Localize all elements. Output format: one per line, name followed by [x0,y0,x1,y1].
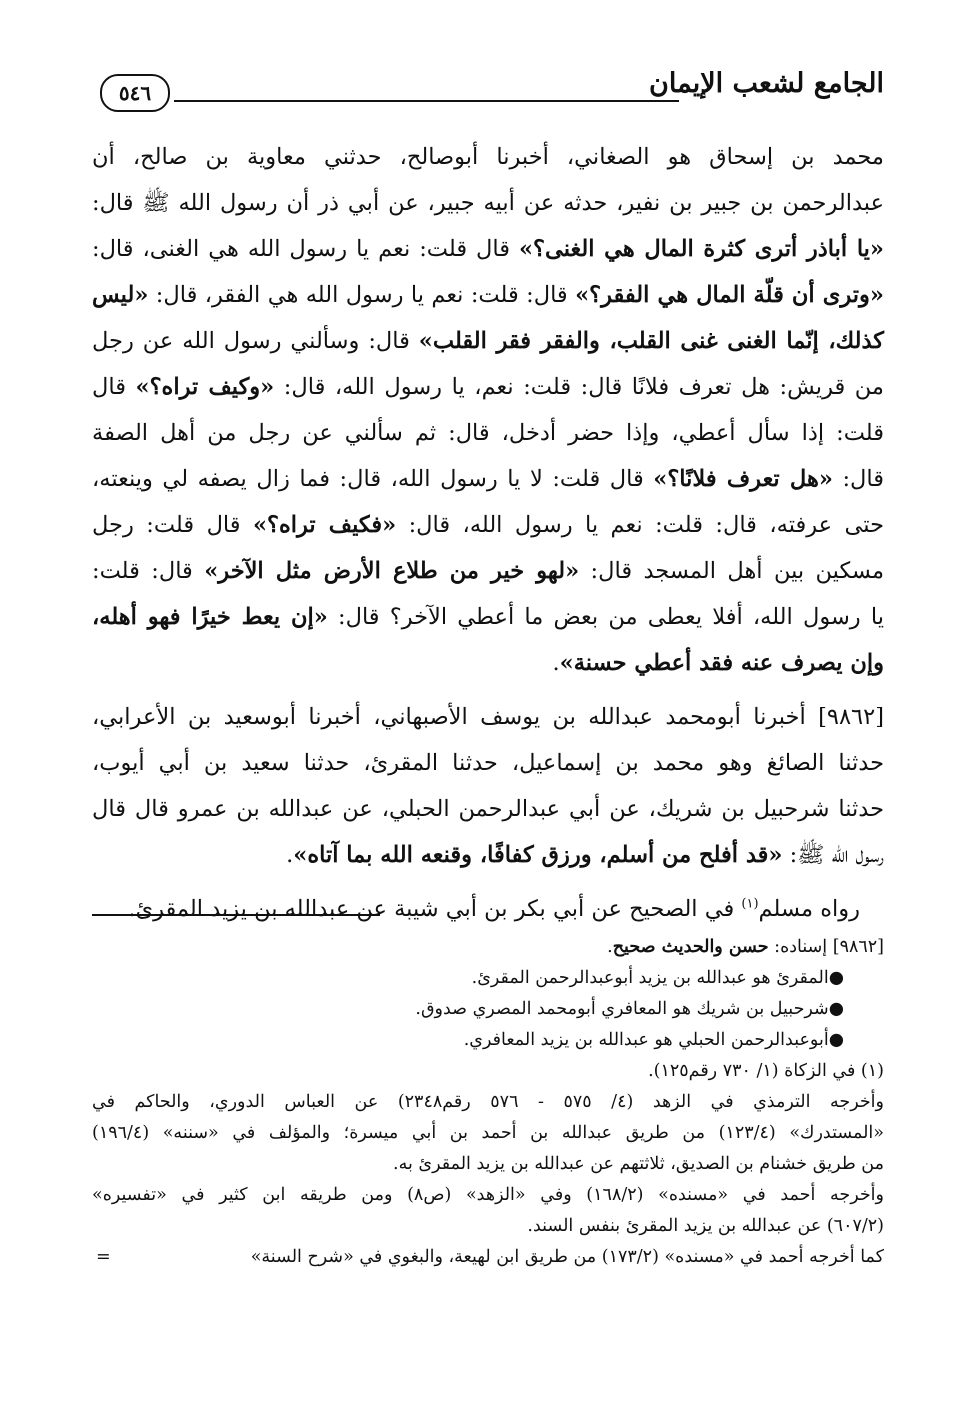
footnote-line: «المستدرك» (١٢٣/٤) من طريق عبدالله بن أحمد بن أبي ميسرة؛ والمؤلف في «سننه» (١٩٦/٤) [92,1123,884,1143]
hadith-quote: وإن يصرف عنه فقد أعطي حسنة» [559,650,884,676]
footnote-marker[interactable]: (١) [741,896,759,912]
text-run: كما أخرجه أحمد في «مسنده» (١٧٣/٢) من طريق ابن لهيعة، والبغوي في «شرح السنة» [250,1247,884,1267]
hadith-quote: «وترى أن قلّة المال هي الفقر؟» [575,282,884,308]
footnote-bullet [92,994,884,1025]
text-line [92,832,884,878]
hadith-quote: «قد أفلح من أسلم، ورزق كفافًا، وقنعه الله بما آتاه» [293,842,783,868]
hadith-quote: «ليس [92,282,149,308]
footnote-bullet [92,963,884,994]
text-run: قال قلت: نعم يا رسول الله هي الغنى، قال: [92,236,519,262]
footnote-line: (٦٠٧/٢) عن عبدالله بن يزيد المقرئ بنفس السند. [527,1216,884,1236]
text-run: حتى عرفته، قال: قلت: نعم يا رسول الله، قال: [396,512,884,538]
footnote-line: وأخرجه أحمد في «مسنده» (١٦٨/٢) وفي «الزهد» (ص٨) ومن طريقه ابن كثير في «تفسيره» [92,1185,884,1205]
page-number: ٥٤٦ [100,74,170,112]
text-line: عبدالرحمن بن جبير بن نفير، حدثه عن أبيه جبير، عن أبي ذر أن رسول الله ﷺ قال: [92,190,884,216]
footnote-line [92,932,884,963]
text-run: قال [92,374,136,400]
text-run: قال قلت: رجل [92,512,253,538]
header-rule [174,100,679,102]
text-line [92,272,884,318]
bullet-icon: ● [828,999,844,1019]
continuation-mark: = [96,1247,111,1267]
text-line: قلت: إذا سأل أعطي، وإذا حضر أدخل، قال: ثم سألني عن رجل من أهل الصفة [92,420,884,446]
text-run: . [286,842,294,868]
text-line: [٩٨٦٢] أخبرنا أبومحمد عبدالله بن يوسف الأصبهاني، أخبرنا أبوسعيد بن الأعرابي، [92,704,884,730]
footnote-line: وأخرجه الترمذي في الزهد (٤/ ٥٧٥ - ٥٧٦ رقم٢٣٤٨) عن العباس الدوري، والحاكم في [92,1092,884,1112]
text-run: من قريش: هل تعرف فلانًا قال: قلت: نعم، يا رسول الله، قال: [274,374,884,400]
text-run: يا رسول الله، أفلا يعطى من بعض ما أعطي الآخر؟ قال: [327,604,884,630]
text-line [92,640,884,686]
text-line: حدثنا الصائغ وهو محمد بن إسماعيل، حدثنا المقرئ، حدثنا سعيد بن أبي أيوب، [92,750,884,776]
text-line [92,318,884,364]
main-text [92,134,884,932]
footnote-line [92,1242,884,1273]
text-run: المقرئ هو عبدالله بن يزيد أبوعبدالرحمن المقرئ. [471,968,829,988]
text-run: مسكين بين أهل المسجد قال: [579,558,884,584]
text-run: رسول الله ﷺ: [782,842,884,868]
text-line [92,502,884,548]
hadith-quote: «يا أباذر أترى كثرة المال هي الغنى؟» [518,236,884,262]
grading-text: حسن والحديث صحيح [612,937,769,957]
page-header [92,64,884,114]
paragraph-gap [92,878,884,886]
text-run: قال: [832,466,884,492]
text-run: . [552,650,560,676]
text-line [92,548,884,594]
hadith-quote: «وكيف تراه؟» [135,374,275,400]
hadith-quote: كذلك، إنّما الغنى غنى القلب، والفقر فقر القلب» [418,328,884,354]
hadith-quote: «هل تعرف فلانًا؟» [653,466,833,492]
running-title: الجامع لشعب الإيمان [649,68,884,99]
footnote-line: من طريق خشنام بن الصديق، ثلاثتهم عن عبدالله بن يزيد المقرئ به. [393,1154,884,1174]
text-line [92,364,884,410]
text-run: قال: وسألني رسول الله عن رجل [92,328,419,354]
hadith-quote: «فكيف تراه؟» [252,512,397,538]
text-run: قال: قلت: [92,558,205,584]
hadith-quote: «لهو خير من طلاع الأرض مثل الآخر» [204,558,580,584]
text-line [92,226,884,272]
text-line [92,886,884,932]
text-line [92,456,884,502]
book-page [92,52,884,1382]
text-run: قال قلت: لا يا رسول الله، قال: فما زال يصفه لي وينعته، [92,466,654,492]
text-run: رواه مسلم [758,896,860,922]
footnote-separator [92,914,380,916]
text-line [92,594,884,640]
bullet-icon: ● [828,1030,844,1050]
text-line: محمد بن إسحاق هو الصغاني، أخبرنا أبوصالح، حدثني معاوية بن صالح، أن [92,144,884,170]
bullet-icon: ● [828,968,844,988]
paragraph-gap [92,686,884,694]
footnote-bullet [92,1025,884,1056]
footnote-line: (١) في الزكاة (١/ ٧٣٠ رقم١٢٥). [648,1061,884,1081]
text-run: [٩٨٦٢] إسناده: [768,937,884,957]
text-run: أبوعبدالرحمن الحبلي هو عبدالله بن يزيد المعافري. [463,1030,829,1050]
footnotes [92,932,884,1273]
text-run: قال: قلت: نعم يا رسول الله هي الفقر، قال: [148,282,576,308]
text-run: في الصحيح عن أبي بكر بن أبي شيبة عن عبدالله بن يزيد المقرئ. [128,896,742,922]
text-run: . [607,937,613,957]
text-line: حدثنا شرحبيل بن شريك، عن أبي عبدالرحمن الحبلي، عن عبدالله بن عمرو قال قال [92,796,884,822]
text-run: شرحبيل بن شريك هو المعافري أبومحمد المصري صدوق. [415,999,829,1019]
hadith-quote: «إن يعط خيرًا فهو أهله، [92,604,328,630]
